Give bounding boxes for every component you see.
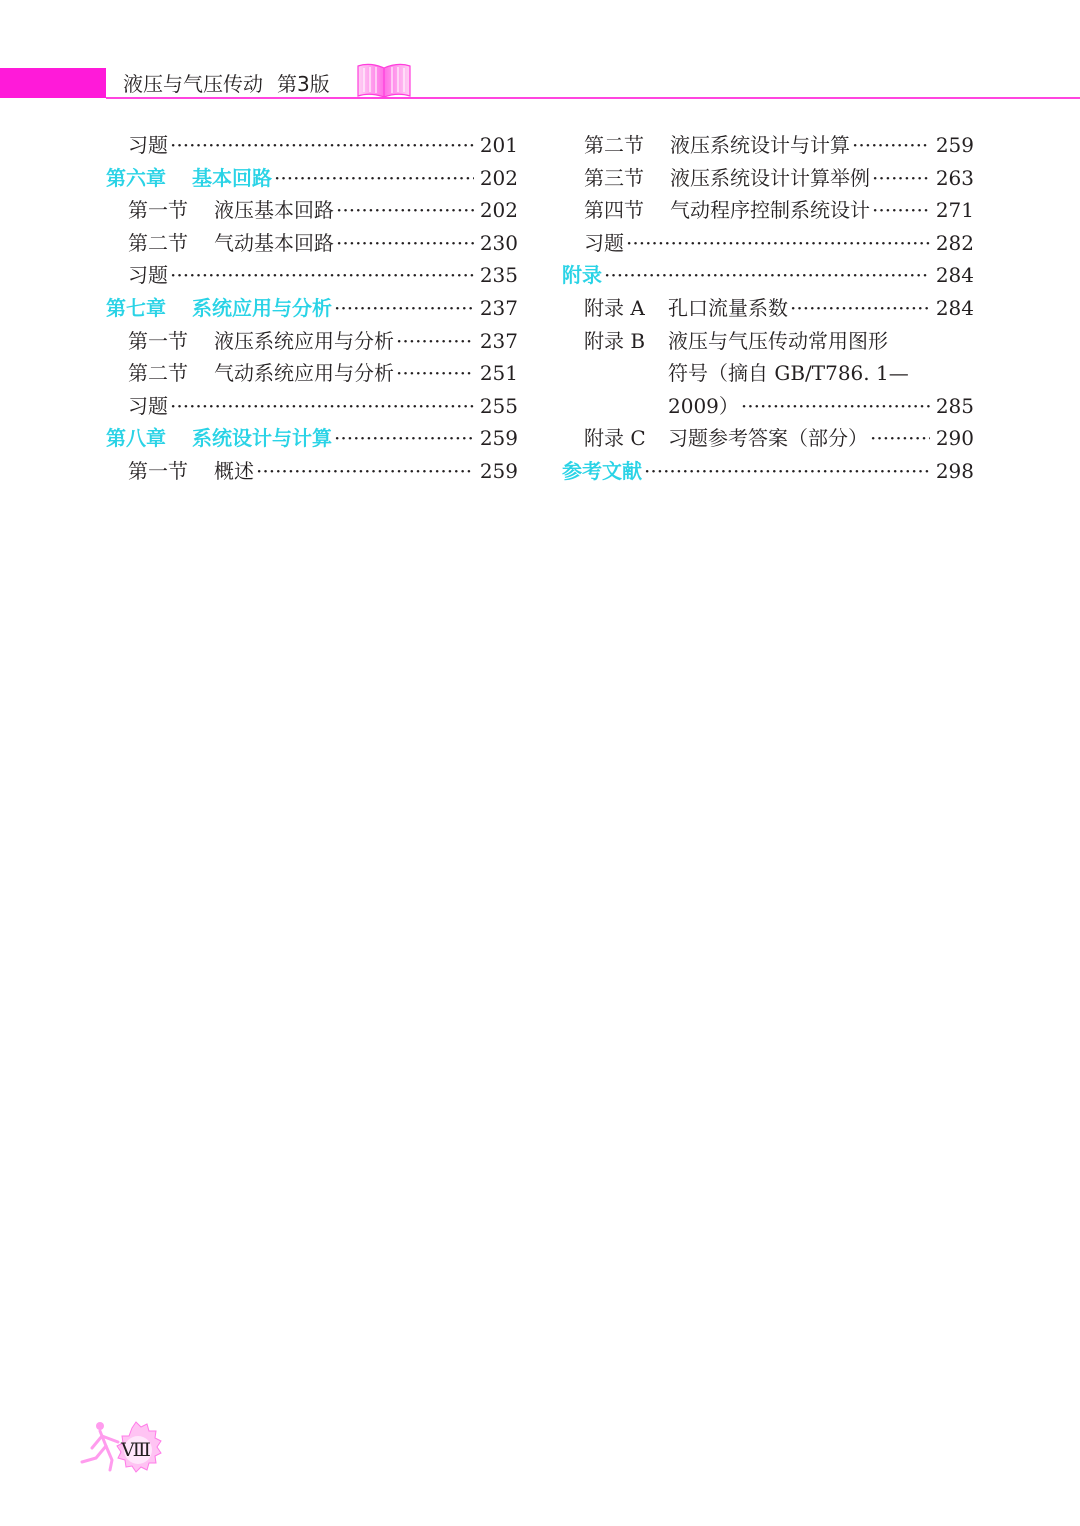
toc-entry-title bbox=[668, 390, 739, 423]
dot-leader bbox=[256, 455, 474, 488]
toc-entry-title bbox=[584, 325, 888, 358]
toc-entry-title-text: 习题参考答案（部分） bbox=[668, 426, 868, 451]
toc-entry[interactable] bbox=[106, 357, 518, 390]
toc-entry-title bbox=[584, 194, 870, 227]
toc-entry-title-text: 液压系统应用与分析 bbox=[214, 328, 394, 353]
toc-right-column bbox=[562, 129, 974, 488]
toc-entry-number: 第一节 bbox=[128, 198, 188, 223]
toc-entry-title bbox=[584, 422, 868, 455]
toc-entry-number: 附录 C bbox=[584, 426, 646, 451]
toc-page-number: 282 bbox=[935, 230, 974, 255]
toc-entry[interactable] bbox=[106, 455, 518, 488]
toc-entry[interactable] bbox=[106, 227, 518, 260]
toc-entry[interactable] bbox=[106, 259, 518, 292]
toc-entry-title bbox=[128, 227, 334, 260]
toc-entry-title-text: 系统应用与分析 bbox=[192, 295, 332, 320]
dot-leader bbox=[870, 422, 930, 455]
toc-chapter-entry[interactable] bbox=[562, 259, 974, 292]
toc-entry[interactable] bbox=[562, 325, 974, 358]
dot-leader bbox=[336, 227, 474, 260]
toc-page-number: 237 bbox=[479, 328, 518, 353]
toc-entry-title bbox=[562, 455, 642, 488]
toc-page-number: 298 bbox=[935, 458, 974, 483]
toc-entry-title bbox=[562, 259, 602, 292]
toc-entry[interactable] bbox=[562, 129, 974, 162]
dot-leader bbox=[604, 259, 930, 292]
dot-leader bbox=[396, 325, 474, 358]
dot-leader bbox=[396, 357, 474, 390]
toc-entry[interactable] bbox=[562, 227, 974, 260]
toc-entry[interactable] bbox=[562, 292, 974, 325]
dot-leader bbox=[170, 259, 474, 292]
toc-entry-title-text: 习题 bbox=[128, 263, 168, 288]
toc-entry-title-text: 液压系统设计与计算 bbox=[670, 133, 850, 157]
toc-entry-number: 第三节 bbox=[584, 165, 644, 190]
toc-page-number: 230 bbox=[479, 230, 518, 255]
running-header bbox=[123, 70, 330, 98]
dot-leader bbox=[741, 390, 930, 423]
open-book-icon bbox=[356, 60, 412, 98]
toc-page-number: 290 bbox=[935, 426, 974, 451]
toc-entry-number: 第六章 bbox=[106, 165, 166, 190]
toc-page-number: 285 bbox=[935, 393, 974, 418]
toc-entry-title-text: 习题 bbox=[584, 230, 624, 255]
toc-page-number: 235 bbox=[479, 263, 518, 288]
toc-entry-number: 第一节 bbox=[128, 458, 188, 483]
book-title: 液压与气压传动 bbox=[123, 72, 263, 96]
dot-leader bbox=[644, 455, 930, 488]
toc-page-number: 202 bbox=[479, 165, 518, 190]
dot-leader bbox=[170, 129, 474, 162]
dot-leader bbox=[334, 292, 474, 325]
toc-page-number: 201 bbox=[479, 133, 518, 157]
toc-entry-title-text: 基本回路 bbox=[192, 165, 272, 190]
toc-entry-title-text: 系统设计与计算 bbox=[192, 426, 332, 451]
toc-page-number: 263 bbox=[935, 165, 974, 190]
toc-entry-title bbox=[584, 227, 624, 260]
toc-entry-number: 第二节 bbox=[128, 230, 188, 255]
toc-entry[interactable] bbox=[562, 162, 974, 195]
toc-entry[interactable] bbox=[106, 194, 518, 227]
toc-entry-title-text: 符号（摘自 GB/T786. 1— bbox=[668, 361, 909, 386]
toc-entry-number: 第二节 bbox=[128, 361, 188, 386]
toc-entry-title bbox=[668, 357, 909, 390]
toc-page-number: 202 bbox=[479, 198, 518, 223]
toc-entry[interactable] bbox=[562, 422, 974, 455]
toc-entry-number: 附录 A bbox=[584, 295, 645, 320]
dot-leader bbox=[334, 422, 474, 455]
toc-page-number: 259 bbox=[479, 458, 518, 483]
toc-entry-number: 附录 B bbox=[584, 328, 646, 353]
toc-entry-title-text: 参考文献 bbox=[562, 458, 642, 483]
book-edition: 第3版 bbox=[277, 72, 330, 96]
toc-entry[interactable] bbox=[106, 390, 518, 423]
toc-chapter-entry[interactable] bbox=[562, 455, 974, 488]
dot-leader bbox=[626, 227, 930, 260]
toc-entry-title-text: 2009） bbox=[668, 393, 739, 418]
toc-entry-title-text: 附录 bbox=[562, 263, 602, 288]
toc-entry-title bbox=[128, 259, 168, 292]
dot-leader bbox=[872, 194, 930, 227]
page-number: Ⅷ bbox=[121, 1439, 151, 1461]
toc-entry-title-text: 习题 bbox=[128, 133, 168, 157]
toc-entry-title bbox=[584, 162, 870, 195]
toc-page-number: 251 bbox=[479, 361, 518, 386]
toc-page-number: 259 bbox=[479, 426, 518, 451]
toc-page-number: 284 bbox=[935, 295, 974, 320]
toc-entry-title bbox=[106, 162, 272, 195]
toc-entry-title bbox=[106, 422, 332, 455]
toc-page-number: 237 bbox=[479, 295, 518, 320]
toc-entry-title-text: 液压系统设计计算举例 bbox=[670, 165, 870, 190]
toc-chapter-entry[interactable] bbox=[106, 422, 518, 455]
toc-chapter-entry[interactable] bbox=[106, 162, 518, 195]
toc-page-number: 284 bbox=[935, 263, 974, 288]
toc-entry[interactable] bbox=[562, 194, 974, 227]
toc-entry-number: 第四节 bbox=[584, 198, 644, 223]
toc-entry-title bbox=[128, 194, 334, 227]
toc-chapter-entry[interactable] bbox=[106, 292, 518, 325]
header-accent-bar bbox=[0, 68, 106, 98]
toc-entry[interactable] bbox=[562, 357, 974, 390]
toc-entry-number: 第七章 bbox=[106, 295, 166, 320]
toc-entry-title-text: 孔口流量系数 bbox=[668, 295, 788, 320]
toc-entry-title bbox=[128, 129, 168, 162]
toc-entry[interactable] bbox=[106, 325, 518, 358]
dot-leader bbox=[170, 390, 474, 423]
toc-entry-title-text: 气动程序控制系统设计 bbox=[670, 198, 870, 223]
toc-entry-number: 第二节 bbox=[584, 133, 644, 157]
dot-leader bbox=[852, 129, 930, 162]
dot-leader bbox=[336, 194, 474, 227]
dot-leader bbox=[790, 292, 930, 325]
toc-entry-title bbox=[128, 357, 394, 390]
toc-page-number: 271 bbox=[935, 198, 974, 223]
toc-entry[interactable] bbox=[106, 129, 518, 162]
toc-entry-title bbox=[128, 325, 394, 358]
toc-entry-number: 第一节 bbox=[128, 328, 188, 353]
toc-entry-title bbox=[128, 390, 168, 423]
toc-entry-title-text: 概述 bbox=[214, 458, 254, 483]
toc-entry-title bbox=[128, 455, 254, 488]
dot-leader bbox=[274, 162, 474, 195]
toc-left-column bbox=[106, 129, 518, 488]
toc-entry-title-text: 习题 bbox=[128, 393, 168, 418]
toc-entry-title bbox=[106, 292, 332, 325]
toc-page-number: 255 bbox=[479, 393, 518, 418]
dot-leader bbox=[872, 162, 930, 195]
toc-entry-title-text: 气动基本回路 bbox=[214, 230, 334, 255]
toc-entry[interactable] bbox=[562, 390, 974, 423]
toc-entry-title bbox=[584, 129, 850, 162]
toc-entry-title-text: 气动系统应用与分析 bbox=[214, 361, 394, 386]
toc-entry-title bbox=[584, 292, 788, 325]
toc-page-number: 259 bbox=[935, 133, 974, 157]
toc-entry-title-text: 液压基本回路 bbox=[214, 198, 334, 223]
toc-entry-title-text: 液压与气压传动常用图形 bbox=[668, 328, 888, 353]
toc-entry-number: 第八章 bbox=[106, 426, 166, 451]
